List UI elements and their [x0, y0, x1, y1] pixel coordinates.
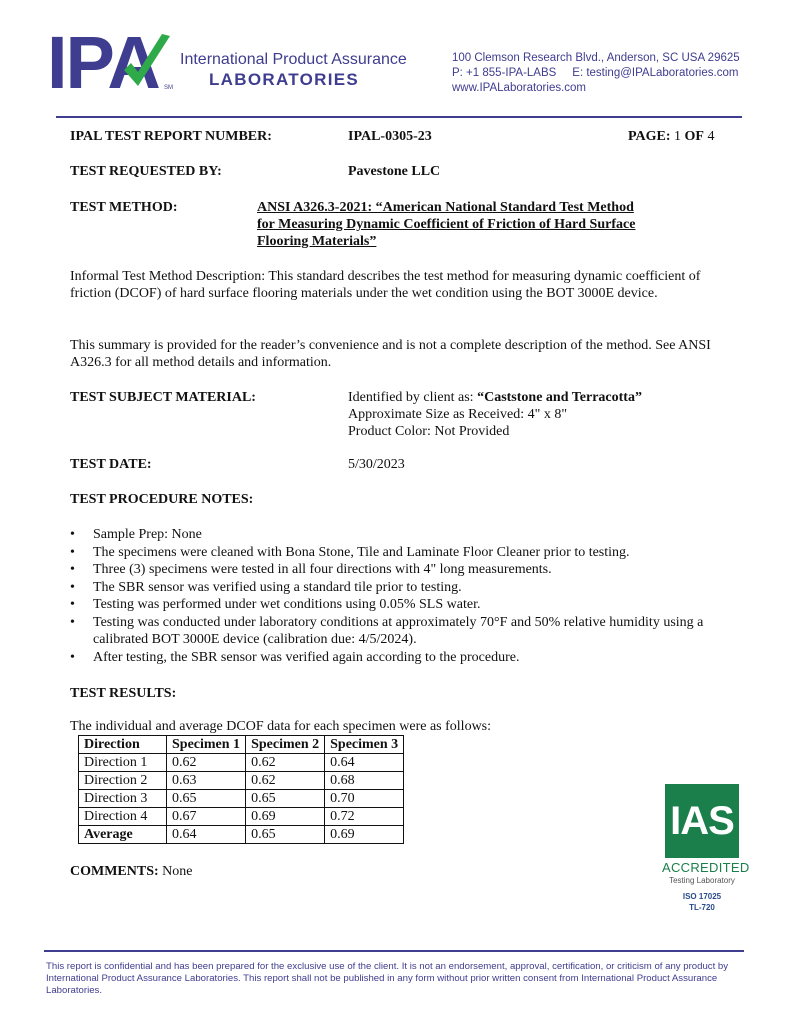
table-cell: 0.68	[325, 772, 404, 790]
table-cell: 0.64	[167, 826, 246, 844]
list-item: • The SBR sensor was verified using a standard tile prior to testing.	[70, 579, 730, 597]
ias-iso-standard: ISO 17025	[682, 892, 722, 901]
header-divider	[56, 116, 742, 118]
informal-description: Informal Test Method Description: This standard describes the test method for measuring dynamic coefficient of friction (DCOF) of hard surface flooring materials under the wet condition using the BOT 3000E device.	[70, 269, 701, 301]
list-item: • Three (3) specimens were tested in all four directions with 4" long measurements.	[70, 561, 730, 579]
table-cell: 0.69	[246, 808, 325, 826]
table-cell: 0.69	[325, 826, 404, 844]
ias-accredited-text: ACCREDITED	[662, 860, 750, 875]
comments-label: COMMENTS:	[70, 864, 159, 879]
list-item: • Testing was performed under wet conditions using 0.05% SLS water.	[70, 596, 730, 614]
table-cell: 0.67	[167, 808, 246, 826]
header-website-link[interactable]: www.IPALaboratories.com	[452, 82, 587, 94]
procedure-notes-list	[70, 526, 730, 666]
requested-by-label: TEST REQUESTED BY:	[70, 164, 222, 179]
header-address: 100 Clemson Research Blvd., Anderson, SC USA 29625	[452, 52, 740, 64]
results-table	[78, 735, 404, 844]
test-results-label: TEST RESULTS:	[70, 686, 177, 701]
table-row-average	[79, 826, 404, 844]
comments	[70, 863, 193, 881]
table-cell: 0.65	[246, 826, 325, 844]
table-row	[79, 754, 404, 772]
column-header: Specimen 1	[167, 736, 246, 754]
page-label: PAGE:	[628, 129, 671, 144]
test-method-line1: ANSI A326.3-2021: “American National Standard Test Method	[257, 200, 634, 215]
column-header: Direction	[79, 736, 167, 754]
row-label: Average	[79, 826, 167, 844]
material-identified	[348, 389, 642, 407]
column-header: Specimen 3	[325, 736, 404, 754]
table-cell: 0.65	[167, 790, 246, 808]
page-indicator	[628, 128, 714, 146]
header-contact: P: +1 855-IPA-LABS E: testing@IPALaboratories.com	[452, 67, 739, 79]
list-item: • Testing was conducted under laboratory conditions at approximately 70°F and 50% relative humidity using a calibrated BOT 3000E device (calibration due: 4/5/2024).	[70, 614, 730, 649]
summary-note: This summary is provided for the reader’s convenience and is not a complete description of the method. See ANSI A326.3 for all method details and information.	[70, 338, 711, 370]
footer-divider	[44, 950, 744, 952]
results-intro: The individual and average DCOF data for each specimen were as follows:	[70, 719, 492, 734]
column-header: Specimen 2	[246, 736, 325, 754]
ias-logo: IAS	[665, 784, 739, 858]
report-number-label: IPAL TEST REPORT NUMBER:	[70, 129, 272, 144]
test-method-line3: Flooring Materials”	[257, 234, 377, 249]
list-item: • After testing, the SBR sensor was verified again according to the procedure.	[70, 649, 730, 667]
row-label: Direction 1	[79, 754, 167, 772]
table-cell: 0.70	[325, 790, 404, 808]
table-cell: 0.64	[325, 754, 404, 772]
table-header-row	[79, 736, 404, 754]
page-total: 4	[707, 129, 715, 144]
ias-cert-number: TL-720	[689, 903, 715, 912]
test-date-value: 5/30/2023	[348, 457, 405, 472]
org-name-line2: LABORATORIES	[209, 70, 360, 89]
table-cell: 0.72	[325, 808, 404, 826]
test-method-label: TEST METHOD:	[70, 200, 178, 215]
material-id-value: “Caststone and Terracotta”	[477, 390, 642, 405]
test-date-label: TEST DATE:	[70, 457, 152, 472]
table-cell: 0.63	[167, 772, 246, 790]
comments-value: None	[162, 864, 193, 879]
list-item: • The specimens were cleaned with Bona Stone, Tile and Laminate Floor Cleaner prior to testing.	[70, 544, 730, 562]
table-cell: 0.62	[167, 754, 246, 772]
procedure-notes-label: TEST PROCEDURE NOTES:	[70, 492, 254, 507]
table-cell: 0.65	[246, 790, 325, 808]
ias-lab-type: Testing Laboratory	[669, 876, 735, 885]
footer-disclaimer: This report is confidential and has been prepared for the exclusive use of the client. It is not an endorsement, approval, certification, or criticism of any product by International Product Assurance Laboratories. This report shall not be published in any form without prior written consent from International Product Assurance Laboratories.	[46, 961, 729, 996]
table-row	[79, 772, 404, 790]
page-current: 1	[674, 129, 682, 144]
table-cell: 0.62	[246, 754, 325, 772]
row-label: Direction 3	[79, 790, 167, 808]
page-of: OF	[684, 129, 704, 144]
report-number-value: IPAL-0305-23	[348, 129, 432, 144]
row-label: Direction 2	[79, 772, 167, 790]
row-label: Direction 4	[79, 808, 167, 826]
ias-iso	[662, 891, 742, 913]
service-mark: SM	[164, 85, 173, 91]
table-row	[79, 790, 404, 808]
material-color: Product Color: Not Provided	[348, 424, 510, 439]
material-id-prefix: Identified by client as:	[348, 390, 474, 405]
org-name-line1: International Product Assurance	[180, 51, 407, 68]
test-method-line2: for Measuring Dynamic Coefficient of Friction of Hard Surface	[257, 217, 636, 232]
requested-by-value: Pavestone LLC	[348, 164, 441, 179]
list-item: • Sample Prep: None	[70, 526, 730, 544]
material-size: Approximate Size as Received: 4" x 8"	[348, 407, 568, 422]
table-row	[79, 808, 404, 826]
material-label: TEST SUBJECT MATERIAL:	[70, 390, 256, 405]
ipa-logo-text: IPA	[47, 21, 159, 104]
table-cell: 0.62	[246, 772, 325, 790]
